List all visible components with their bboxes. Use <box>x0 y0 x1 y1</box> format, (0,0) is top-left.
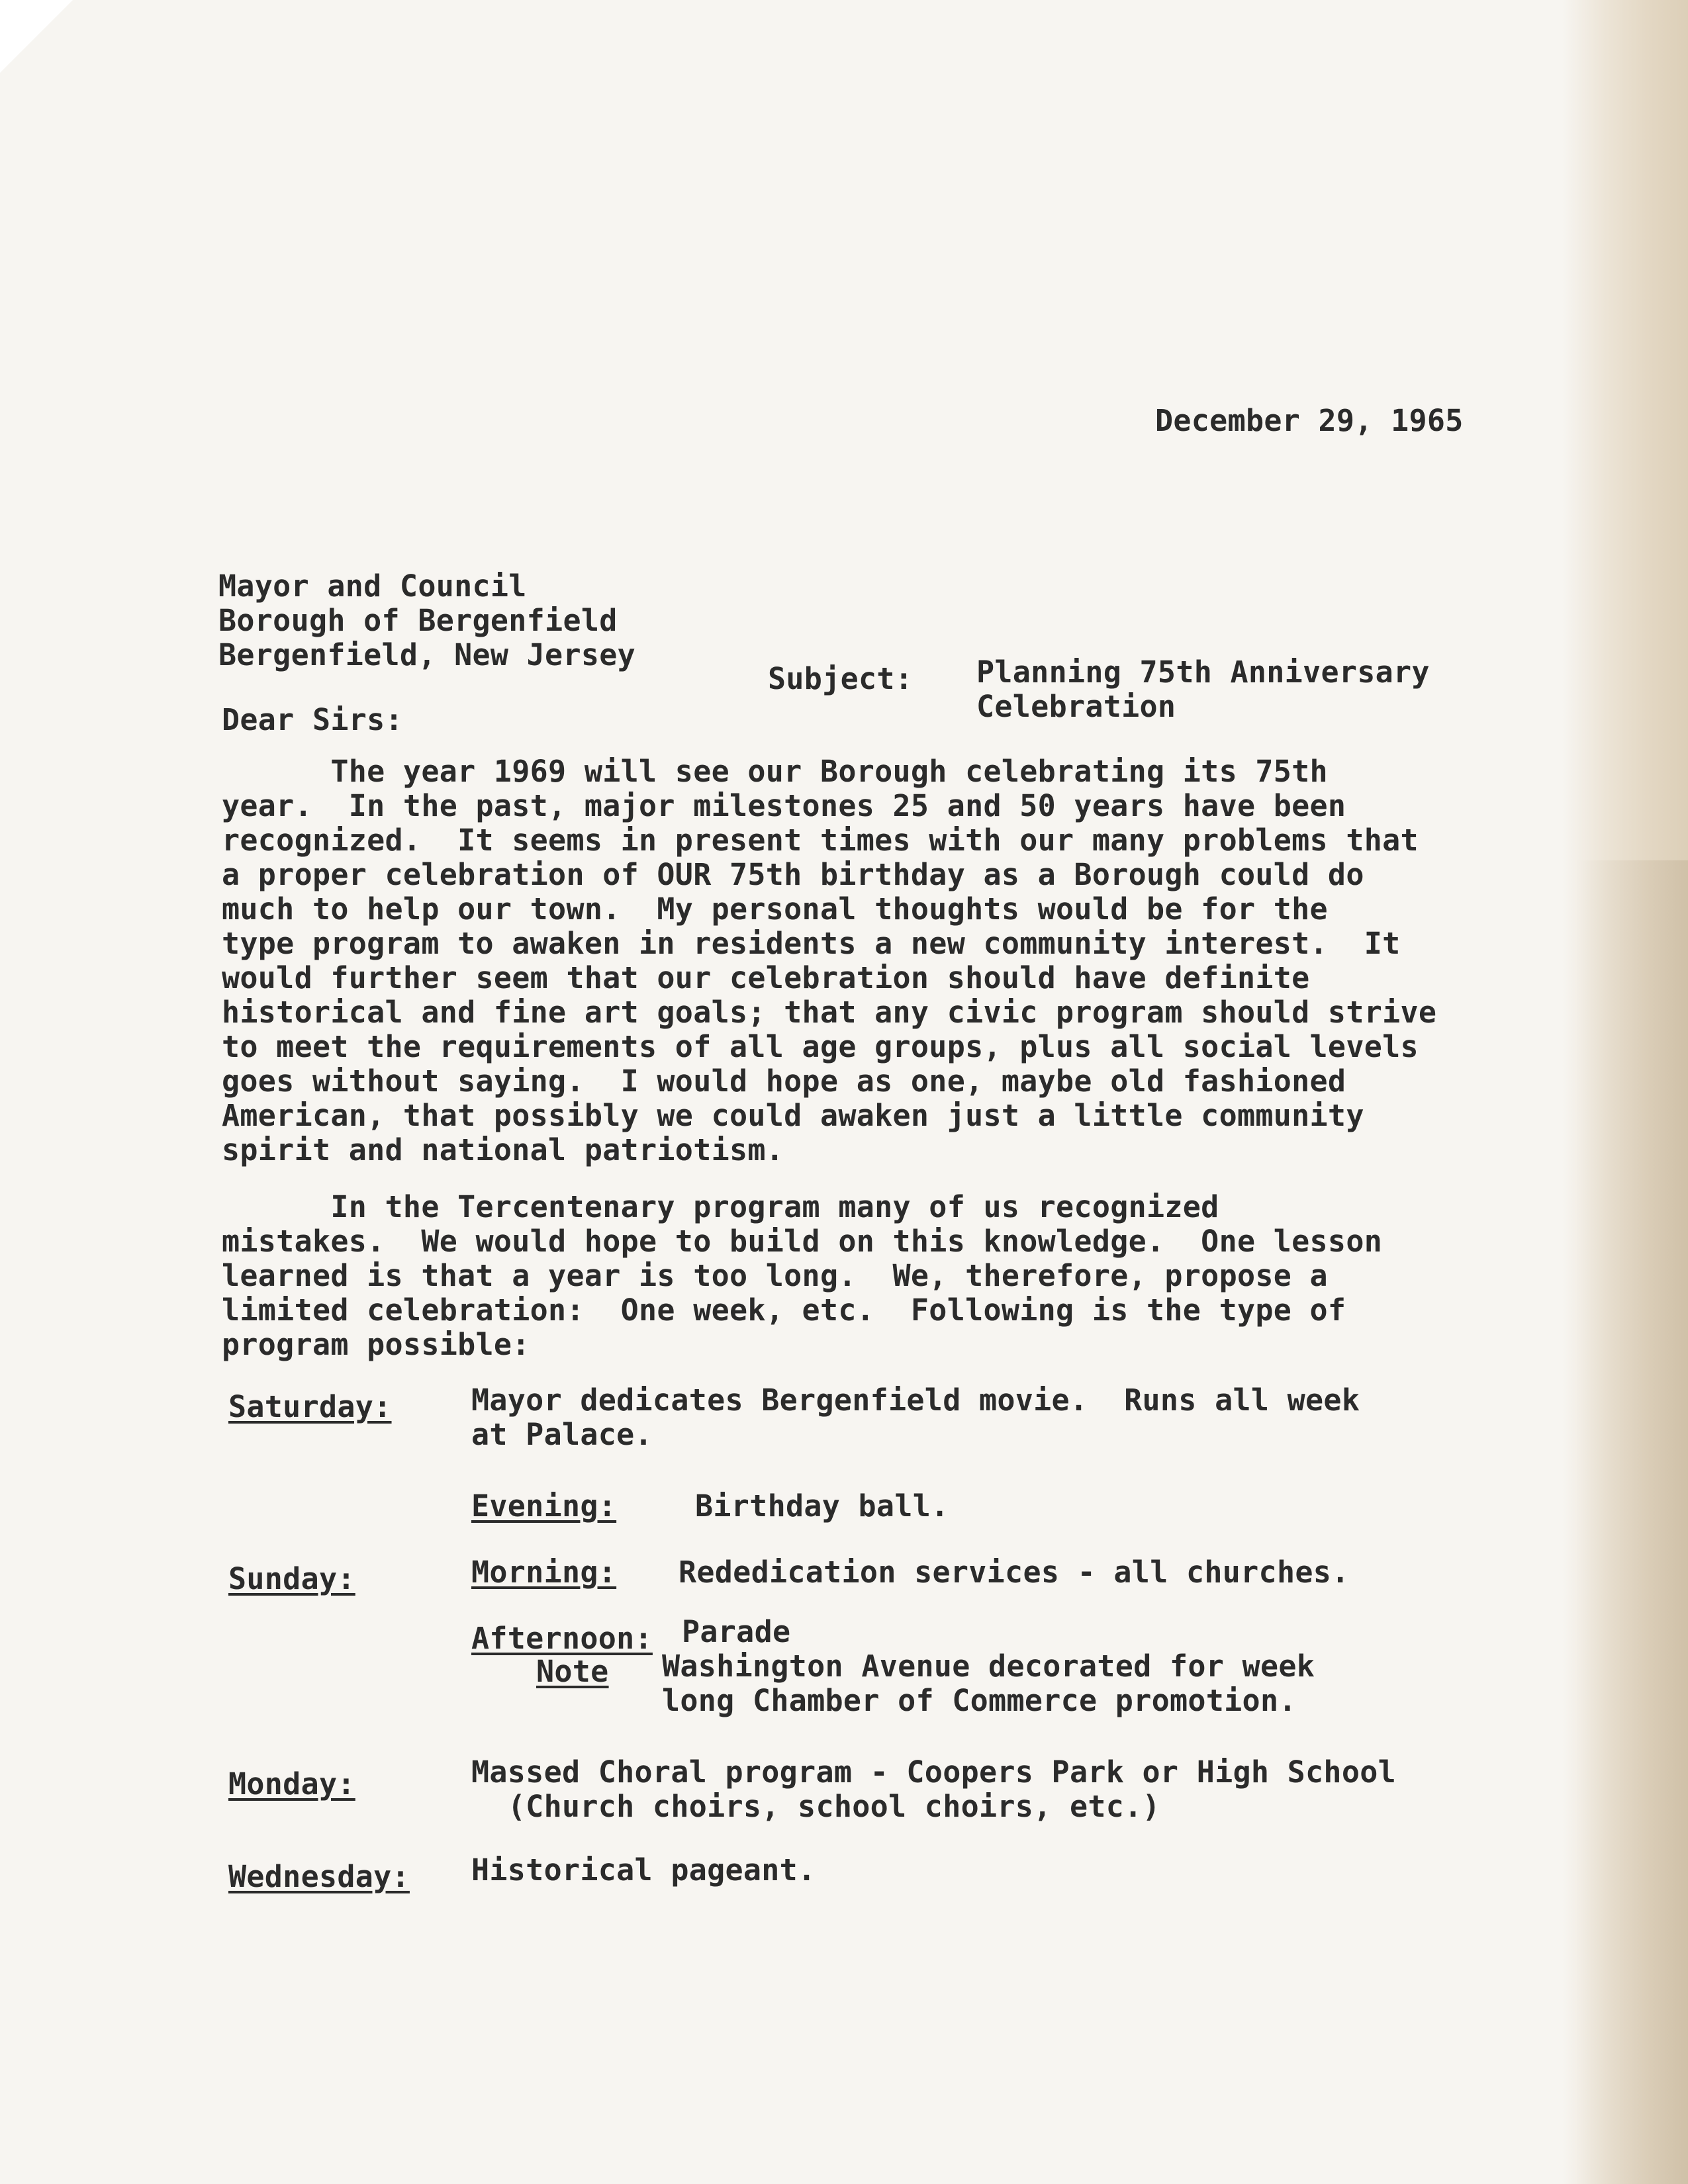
addressee-line: Mayor and Council <box>218 569 527 604</box>
body-line: goes without saying. I would hope as one, maybe old fashioned <box>222 1064 1346 1099</box>
salutation: Dear Sirs: <box>222 702 403 737</box>
day-label-wednesday: Wednesday: <box>228 1859 410 1894</box>
subject-line: Celebration <box>976 689 1176 724</box>
schedule-line: (Church choirs, school choirs, etc.) <box>471 1789 1160 1824</box>
body-line: would further seem that our celebration should have definite <box>222 960 1310 995</box>
schedule-line: long Chamber of Commerce promotion. <box>662 1683 1297 1718</box>
body-line: program possible: <box>222 1327 530 1362</box>
schedule-line: Massed Choral program - Coopers Park or High School <box>471 1754 1397 1790</box>
body-line: American, that possibly we could awaken just a little community <box>222 1098 1364 1133</box>
afternoon-label: Afternoon: <box>471 1621 653 1656</box>
paper-fold <box>1575 860 1688 2184</box>
body-line: mistakes. We would hope to build on this knowledge. One lesson <box>222 1224 1383 1259</box>
schedule-line: Mayor dedicates Bergenfield movie. Runs all week <box>471 1383 1360 1418</box>
body-line: recognized. It seems in present times with our many problems that <box>222 823 1419 858</box>
day-label-saturday: Saturday: <box>228 1389 392 1424</box>
schedule-line: Washington Avenue decorated for week <box>662 1649 1315 1684</box>
schedule-line: Parade <box>682 1614 791 1649</box>
body-line: a proper celebration of OUR 75th birthday as a Borough could do <box>222 857 1364 892</box>
note-label: Note <box>536 1654 609 1689</box>
body-line: spirit and national patriotism. <box>222 1132 784 1167</box>
body-line: learned is that a year is too long. We, therefore, propose a <box>222 1258 1328 1293</box>
evening-label: Evening: <box>471 1488 617 1524</box>
addressee-line: Borough of Bergenfield <box>218 603 618 638</box>
schedule-line: at Palace. <box>471 1417 653 1452</box>
body-line: The year 1969 will see our Borough celebrating its 75th <box>222 754 1328 789</box>
body-line: much to help our town. My personal thoughts would be for the <box>222 891 1328 927</box>
day-label-sunday: Sunday: <box>228 1561 355 1596</box>
body-line: historical and fine art goals; that any civic program should strive <box>222 995 1437 1030</box>
schedule-line: Rededication services - all churches. <box>679 1555 1350 1590</box>
addressee-line: Bergenfield, New Jersey <box>218 637 636 672</box>
subject-line: Planning 75th Anniversary <box>976 655 1430 690</box>
body-line: to meet the requirements of all age groups, plus all social levels <box>222 1029 1419 1064</box>
folded-corner <box>0 0 73 73</box>
letter-date: December 29, 1965 <box>1155 403 1464 438</box>
body-line: type program to awaken in residents a new community interest. It <box>222 926 1401 961</box>
body-line: limited celebration: One week, etc. Following is the type of <box>222 1293 1346 1328</box>
day-label-monday: Monday: <box>228 1766 355 1801</box>
subject-label: Subject: <box>768 661 914 696</box>
morning-label: Morning: <box>471 1555 617 1590</box>
schedule-line: Birthday ball. <box>695 1488 949 1524</box>
body-line: year. In the past, major milestones 25 and 50 years have been <box>222 788 1346 823</box>
schedule-line: Historical pageant. <box>471 1852 816 1888</box>
body-line: In the Tercentenary program many of us recognized <box>222 1189 1219 1224</box>
